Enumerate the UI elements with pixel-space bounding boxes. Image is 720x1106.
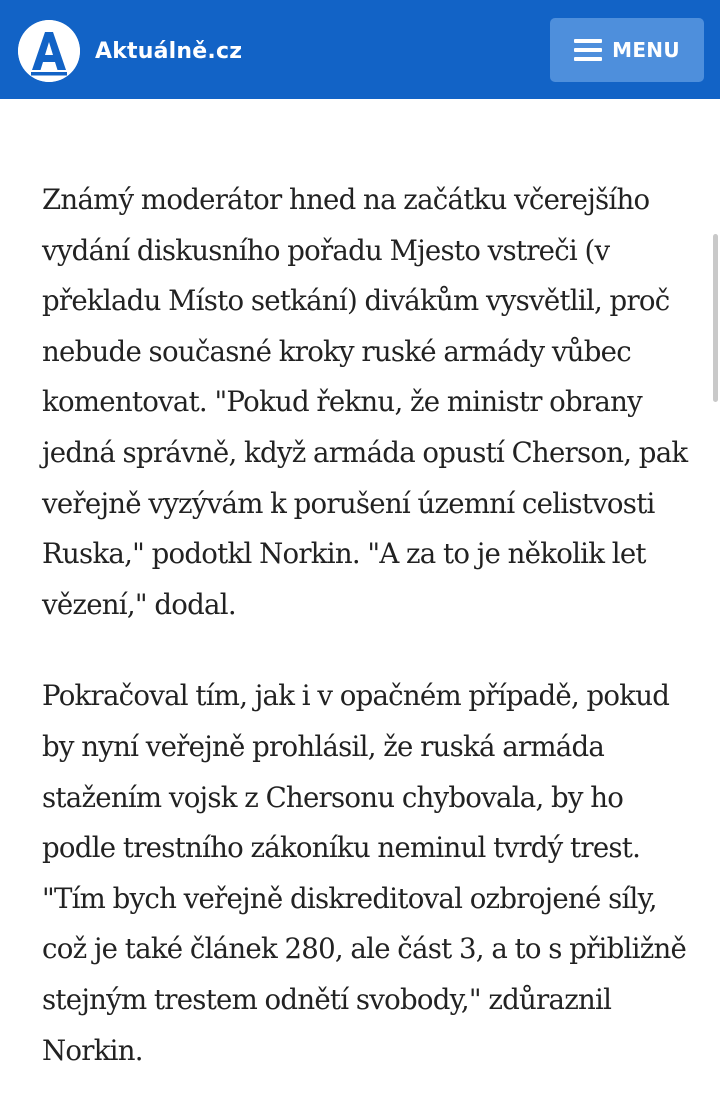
menu-button-label: MENU — [612, 38, 680, 62]
hamburger-icon — [574, 39, 602, 61]
article-paragraph-2: Pokračoval tím, jak i v opačném případě, pokud by nyní veřejně prohlásil, že ruská armáda stažením vojsk z Chersonu chybovala, by ho podle trestního zákoníku neminul tvrdý trest. "Tím bych veřejně diskreditoval ozbrojené síly, což je také článek 280, ale část 3, a to s přibližně stejným trestem odnětí svobody," zdůraznil Norkin. — [42, 679, 687, 1067]
article-body — [42, 175, 692, 1076]
article-paragraph-1: Známý moderátor hned na začátku včerejšího vydání diskusního pořadu Mjesto vstreči (v překladu Místo setkání) divákům vysvětlil, proč nebude současné kroky ruské armády vůbec komentovat. "Pokud řeknu, že ministr obrany jedná správně, když armáda opustí Cherson, pak veřejně vyzývám k porušení územní celistvosti Ruska," podotkl Norkin. "A za to je několik let vězení," dodal. — [42, 183, 688, 621]
scrollbar-thumb[interactable] — [713, 234, 718, 402]
site-logo-text: Aktuálně.cz — [95, 38, 243, 64]
menu-button[interactable] — [550, 18, 704, 82]
site-logo-link[interactable] — [18, 20, 242, 82]
aktualne-logo-icon — [18, 20, 80, 82]
site-header — [0, 0, 720, 99]
